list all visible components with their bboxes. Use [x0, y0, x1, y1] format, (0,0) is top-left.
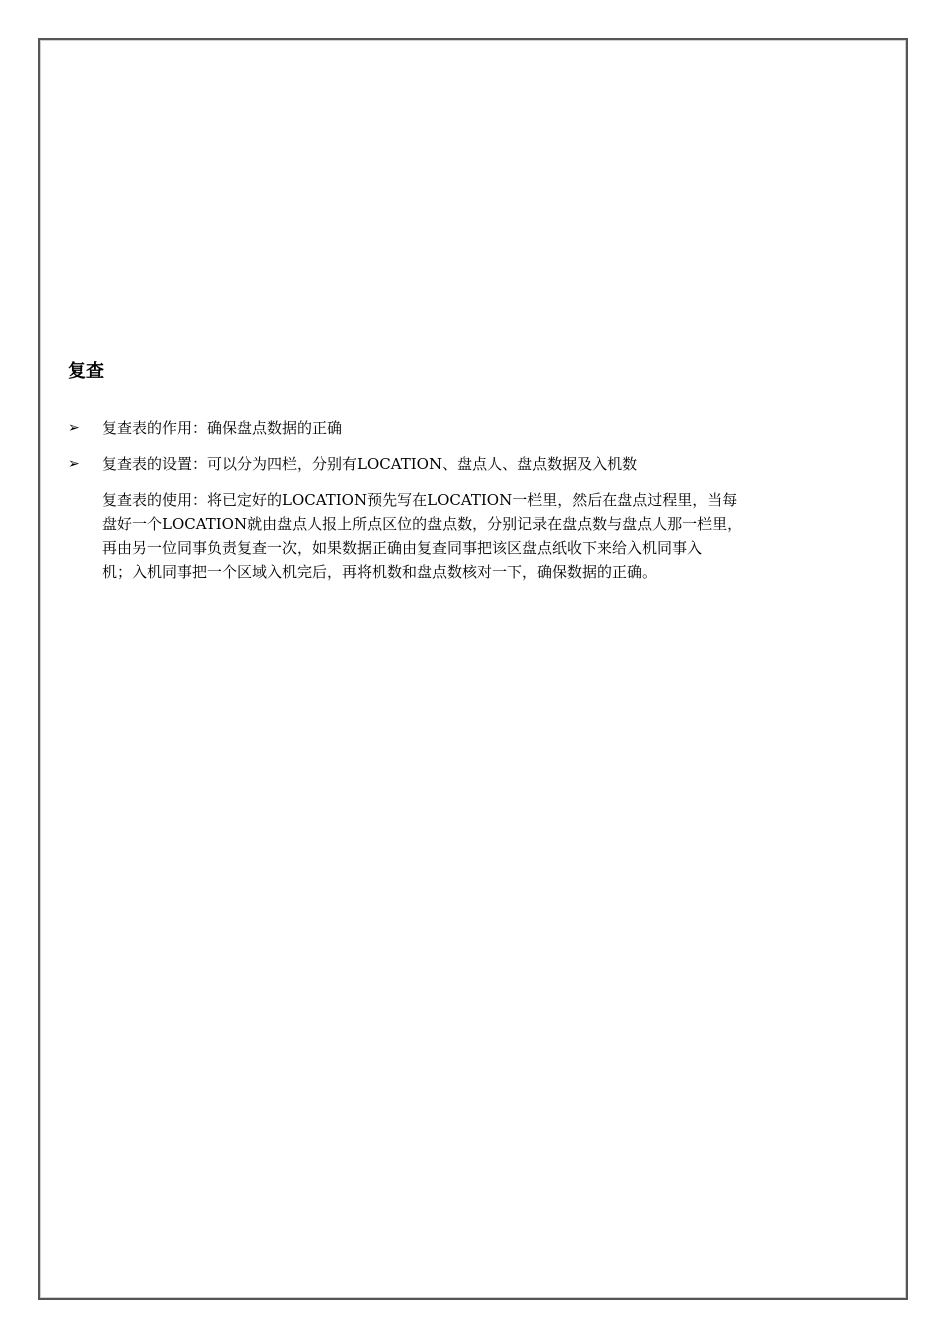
bullet-text-purpose: 复查表的作用：确保盘点数据的正确	[102, 419, 343, 437]
page-border	[38, 38, 908, 1300]
paragraph-line: 复查表的使用：将已定好的LOCATION预先写在LOCATION一栏里，然后在盘点过程里，当每	[102, 491, 738, 509]
section-title: 复查	[68, 361, 104, 382]
paragraph-line: 机；入机同事把一个区域入机完后，再将机数和盘点数核对一下，确保数据的正确。	[102, 563, 658, 581]
arrow-bullet-icon: ➢	[68, 456, 80, 472]
bullet-text-settings: 复查表的设置：可以分为四栏，分别有LOCATION、盘点人、盘点数据及入机数	[102, 455, 638, 473]
paragraph-line: 再由另一位同事负责复查一次，如果数据正确由复查同事把该区盘点纸收下来给入机同事入	[102, 539, 703, 557]
usage-paragraph	[102, 488, 892, 584]
bullet-item-settings	[68, 452, 637, 476]
paragraph-line: 盘好一个LOCATION就由盘点人报上所点区位的盘点数，分别记录在盘点数与盘点人那一栏里，	[102, 515, 743, 533]
bullet-item-purpose	[68, 416, 342, 440]
arrow-bullet-icon: ➢	[68, 420, 80, 436]
